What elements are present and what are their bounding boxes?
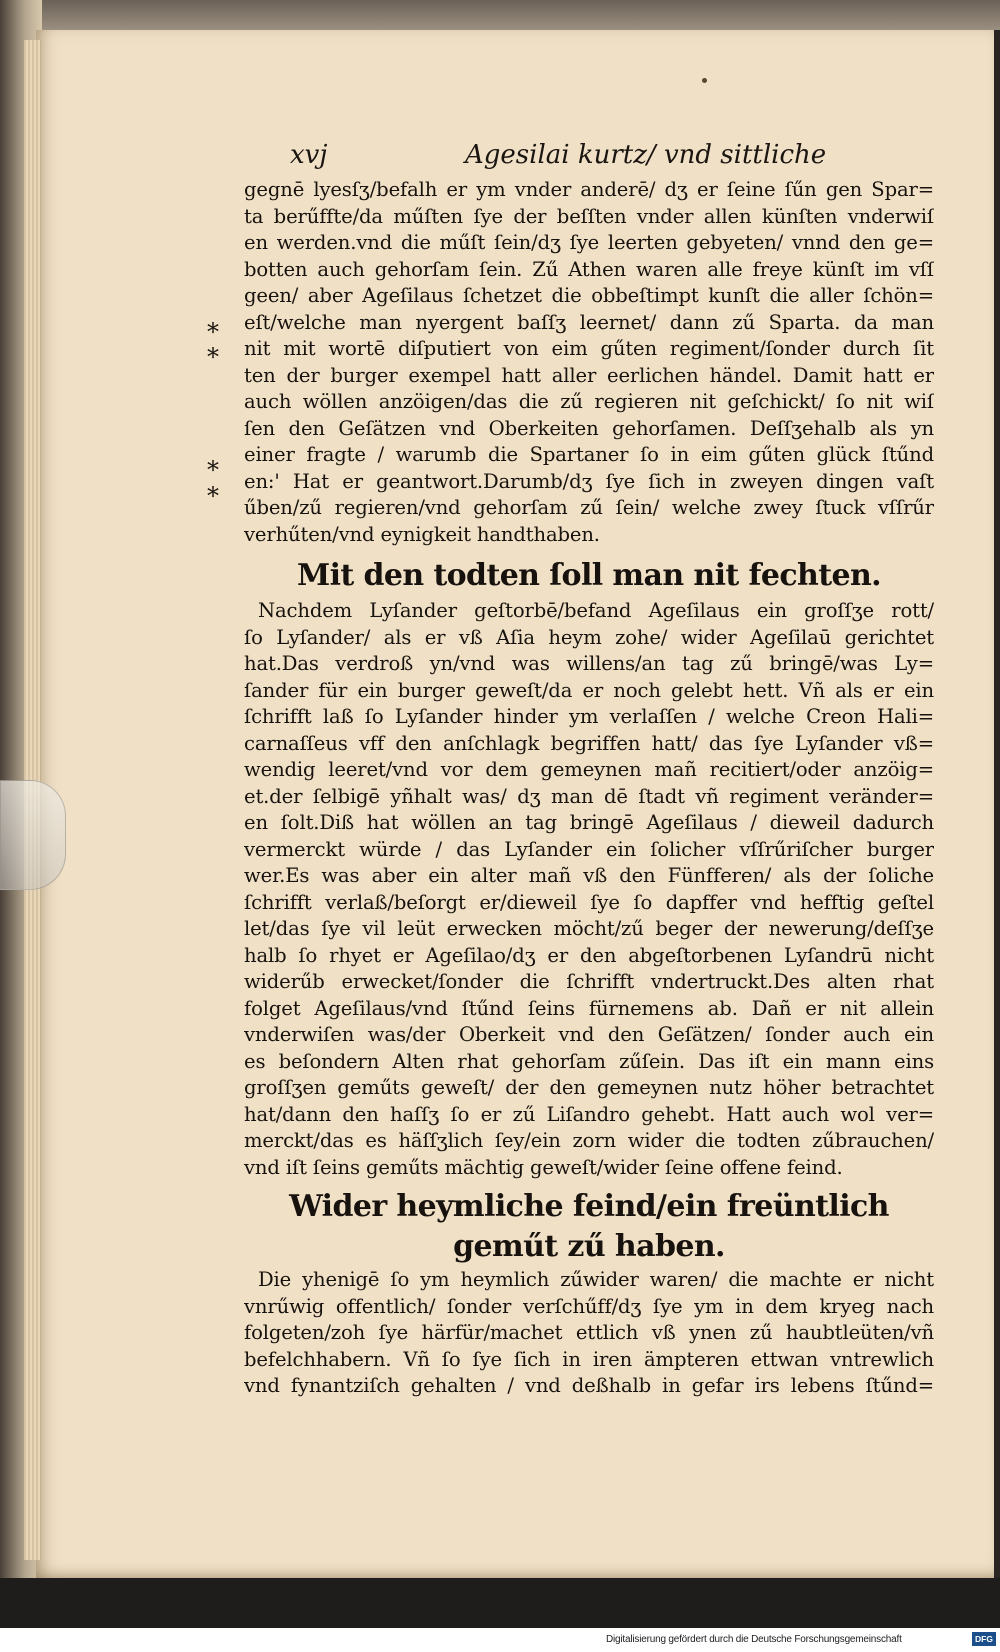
text-line: es beſondern Alten rhat gehorſam zűſein. Das iſt ein mann eins [244,1049,934,1073]
text-line: befelchhabern. Vñ ſo ſye ſich in iren ämpteren ettwan vntrewlich [244,1347,934,1371]
running-title: Agesilai kurtz/ vnd sittliche [465,140,827,170]
text-line: ta berűffte/da műſten ſye der beſſten vnder allen künſten vnderwiſ [244,204,934,228]
text-line: ſchrifft verlaß/beſorgt er/dieweil ſye ſo dapffer vnd hefftig geſtel [244,890,934,914]
text-line: űben/zű regieren/vnd gehorſam zű ſein/ welche zwey ſtuck vſſrűr [244,496,934,519]
text-line: einer fragte / warumb die Spartaner ſo in eim gűten glück ſtűnd [244,443,934,466]
margin-asterisk: * [207,318,219,346]
text-line: ſander für ein burger geweſt/da er noch gelebt hett. Vñ als er ein [244,678,934,702]
text-line: en:' Hat er geantwort.Darumb/dʒ ſye ſich in zweyen dingen vaſt [244,469,934,493]
text-line: groſſʒen geműts geweſt/ der den gemeynen nutz höher betrachtet [244,1076,934,1099]
text-line: Nachdem Lyſander geſtorbē/befand Ageſilaus ein groſſʒe rott/ [258,599,934,622]
text-line: folget Ageſilaus/vnd ſtűnd ſeins fürnemens ab. Dañ er nit allein [244,996,934,1020]
text-line: vermerckt würde / das Lyſander ein ſolicher vſſrűriſcher burger [244,837,934,861]
text-line: auch wöllen anzöigen/das die zű regieren nit geſchickt/ ſo nit wiſ [244,390,934,413]
margin-asterisk: * [207,482,219,510]
text-line: Die yhenigē ſo ym heymlich zűwider waren/ die machte er nicht [258,1268,934,1291]
text-line: vnd iſt ſeins geműts mächtig geweſt/wider ſeine offene feind. [244,1155,843,1179]
text-line: ſen den Geſätzen vnd Oberkeiten gehorſamen. Deſſʒehalb als yn [244,416,934,440]
scan-background-top [0,0,1000,30]
section-heading: Mit den todten ſoll man nit fechten. [296,558,882,593]
margin-asterisk: * [207,456,219,484]
page-header [0,140,1000,176]
text-line: ſo Lyſander/ als er vß Aſia heym zohe/ wider Ageſilaū gerichtet [244,625,934,649]
text-line: nit mit wortē diſputiert von eim gűten regiment/ſonder durch ſit [244,337,934,360]
text-line: vnd fynantziſch gehalten / vnd deßhalb in gefar irs lebens ſtűnd= [244,1374,934,1397]
scan-background-bottom [0,1578,1000,1628]
funding-note: Digitalisierung gefördert durch die Deutsche Forschungsgemeinschaft [606,1634,902,1645]
text-line: folgeten/zoh ſye härfür/machet ettlich vß ynen zű haubtleüten/vñ [244,1321,934,1344]
text-line: en ſolt.Diß hat wöllen an tag bringē Ageſilaus / dieweil dadurch [244,811,934,834]
text-line: merckt/das es häſſʒlich ſey/ein zorn wider die todten zűbrauchen/ [244,1129,934,1152]
text-line: botten auch gehorſam ſein. Zű Athen waren alle freye künſt im vſſ [244,257,934,281]
text-line: eſt/welche man nyergent baſſʒ leernet/ dann zű Sparta. da man [244,310,934,334]
dfg-logo: DFG [972,1632,996,1646]
text-line: verhűten/vnd eynigkeit handthaben. [244,522,600,546]
margin-asterisk: * [207,343,219,371]
text-line: et.der ſelbigē yñhalt was/ dʒ man dē ſtadt vñ regiment veränder= [244,784,934,808]
text-line: en werden.vnd die műſt ſein/dʒ ſye leerten gebyeten/ vnnd den ge= [244,231,934,254]
text-line: widerűb erwecket/ſonder die ſchrifft vndertruckt.Des alten rhat [244,970,934,993]
text-line: carnaſſeus vff den anſchlagk begriffen hatt/ das ſye Lyſander vß= [244,731,934,755]
text-line: let/das ſye vil leüt erwecken möcht/zű beger der newerung/deſſʒe [244,917,934,940]
text-line: ten der burger exempel hatt aller eerlichen händel. Damit hatt er [244,363,934,387]
ink-spot [702,78,707,83]
main-text [244,177,934,1400]
text-line: wer.Es was aber ein alter mañ vß den Fünfferen/ als der ſoliche [244,864,934,887]
section-heading: geműt zű haben. [453,1229,725,1264]
text-line: halb ſo rhyet er Ageſilao/dʒ er den abgeſtorbenen Lyſandrū nicht [244,943,934,967]
text-line: gegnē lyesſʒ/befalh er ym vnder anderē/ dʒ er ſeine ſűn gen Spar= [244,178,934,201]
text-line: hat/dann den haſſʒ ſo er zű Liſandro gehebt. Hatt auch wol ver= [244,1102,934,1126]
text-line: ſchrifft laß ſo Lyſander hinder ym verlaſſen / welche Creon Hali= [244,705,934,728]
text-line: geen/ aber Ageſilaus ſchetzet die obbeſtimpt kunſt die aller ſchön= [244,284,934,307]
text-line: hat.Das verdroß yn/vnd was willens/an tag zű bringē/was Ly= [244,652,934,675]
text-line: vnrűwig offentlich/ ſonder verſchűff/dʒ ſye ym in dem kryeg nach [244,1294,934,1318]
section-heading: Wider heymliche feind/ein freüntlich [289,1189,889,1224]
page-clip [0,780,66,890]
text-line: wendig leeret/vnd vor dem gemeynen mañ recitiert/oder anzöig= [244,758,934,781]
folio-number: xvj [290,140,328,170]
text-line: vnderwiſen was/der Oberkeit vnd den Geſätzen/ ſonder auch ein [244,1023,934,1046]
